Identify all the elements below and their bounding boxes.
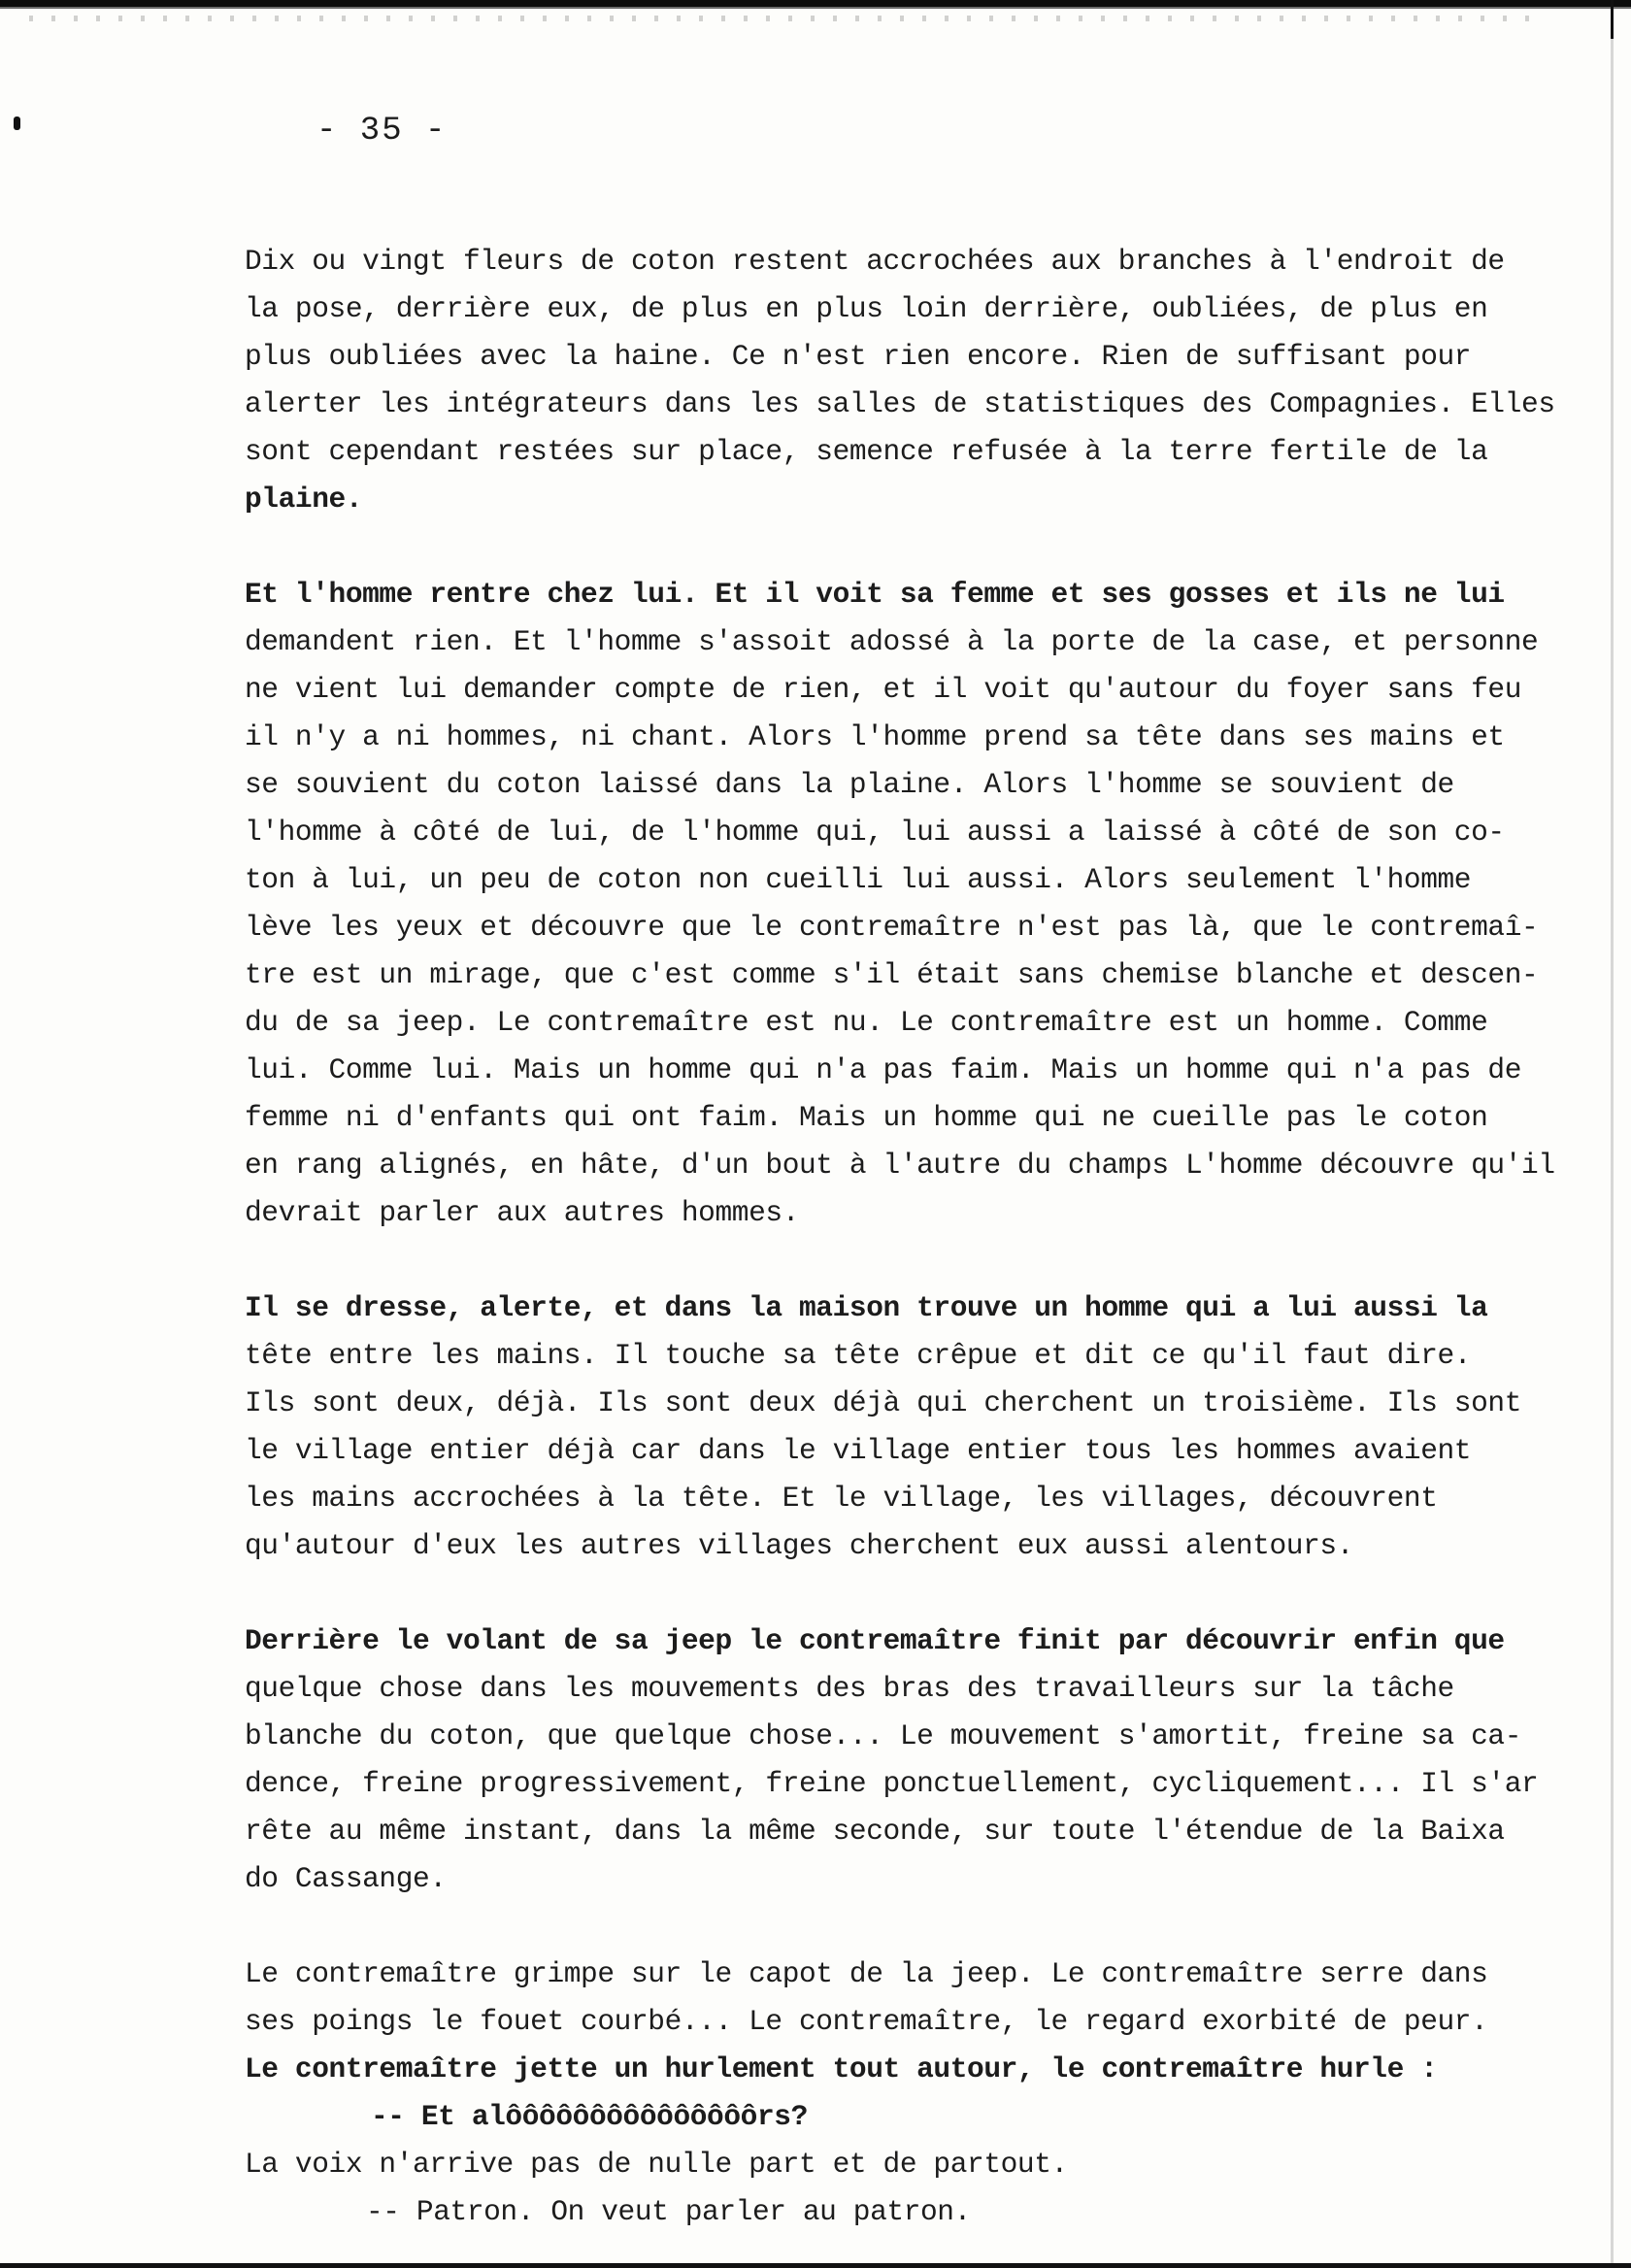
paragraph-4 <box>245 1618 1623 1903</box>
text-line: demandent rien. Et l'homme s'assoit adossé à la porte de la case, et personne <box>245 625 1539 658</box>
dialogue-narration: La voix n'arrive pas de nulle part et de partout. <box>245 2148 1068 2181</box>
text-line: qu'autour d'eux les autres villages cherchent eux aussi alentours. <box>245 1529 1353 1562</box>
text-line: Et l'homme rentre chez lui. Et il voit sa femme et ses gosses et ils ne lui <box>245 578 1505 611</box>
text-line: ses poings le fouet courbé... Le contremaître, le regard exorbité de peur. <box>245 2005 1488 2038</box>
scan-top-border <box>0 0 1631 14</box>
text-line: il n'y a ni hommes, ni chant. Alors l'homme prend sa tête dans ses mains et <box>245 720 1505 753</box>
text-line: Le contremaître grimpe sur le capot de la jeep. Le contremaître serre dans <box>245 1957 1488 1990</box>
text-line: le village entier déjà car dans le village entier tous les hommes avaient <box>245 1434 1472 1467</box>
text-line: dence, freine progressivement, freine ponctuellement, cycliquement... Il s'ar <box>245 1767 1539 1800</box>
scan-bottom-border <box>0 2263 1631 2268</box>
text-line: en rang alignés, en hâte, d'un bout à l'autre du champs L'homme découvre qu'il <box>245 1149 1555 1182</box>
text-line: plaine. <box>245 483 363 516</box>
text-line: femme ni d'enfants qui ont faim. Mais un homme qui ne cueille pas le coton <box>245 1101 1488 1134</box>
text-line: la pose, derrière eux, de plus en plus loin derrière, oubliées, de plus en <box>245 292 1488 325</box>
punch-hole-mark <box>14 117 20 130</box>
text-line: tre est un mirage, que c'est comme s'il était sans chemise blanche et descen- <box>245 958 1539 991</box>
body-text <box>245 238 1623 2236</box>
text-line: quelque chose dans les mouvements des bras des travailleurs sur la tâche <box>245 1672 1454 1705</box>
text-line: devrait parler aux autres hommes. <box>245 1196 799 1229</box>
paragraph-1 <box>245 238 1623 523</box>
paragraph-5 <box>245 1951 1623 2236</box>
dialogue-cry: -- Et alôôôôôôôôôôôôôôôrs? <box>371 2100 808 2133</box>
paragraph-3 <box>245 1284 1623 1570</box>
text-line: Le contremaître jette un hurlement tout autour, le contremaître hurle : <box>245 2052 1438 2085</box>
text-line: do Cassange. <box>245 1862 447 1895</box>
page-number: - 35 - <box>316 113 448 150</box>
text-line: lui. Comme lui. Mais un homme qui n'a pas faim. Mais un homme qui n'a pas de <box>245 1053 1522 1086</box>
text-line: Dix ou vingt fleurs de coton restent accrochées aux branches à l'endroit de <box>245 245 1505 278</box>
text-line: l'homme à côté de lui, de l'homme qui, lui aussi a laissé à côté de son co- <box>245 816 1505 849</box>
text-line: du de sa jeep. Le contremaître est nu. Le contremaître est un homme. Comme <box>245 1006 1488 1039</box>
text-line: Il se dresse, alerte, et dans la maison trouve un homme qui a lui aussi la <box>245 1291 1488 1324</box>
text-line: ne vient lui demander compte de rien, et il voit qu'autour du foyer sans feu <box>245 673 1522 706</box>
scan-top-specks <box>29 16 1544 21</box>
text-line: ton à lui, un peu de coton non cueilli lui aussi. Alors seulement l'homme <box>245 863 1472 896</box>
text-line: Ils sont deux, déjà. Ils sont deux déjà qui cherchent un troisième. Ils sont <box>245 1386 1522 1419</box>
paragraph-2 <box>245 571 1623 1237</box>
text-line: blanche du coton, que quelque chose... Le mouvement s'amortit, freine sa ca- <box>245 1719 1522 1752</box>
text-line: tête entre les mains. Il touche sa tête crêpue et dit ce qu'il faut dire. <box>245 1339 1472 1372</box>
dialogue-reply: -- Patron. On veut parler au patron. <box>366 2195 971 2228</box>
text-line: alerter les intégrateurs dans les salles de statistiques des Compagnies. Elles <box>245 387 1555 420</box>
text-line: les mains accrochées à la tête. Et le village, les villages, découvrent <box>245 1482 1438 1515</box>
text-line: Derrière le volant de sa jeep le contremaître finit par découvrir enfin que <box>245 1624 1505 1657</box>
text-line: rête au même instant, dans la même seconde, sur toute l'étendue de la Baixa <box>245 1815 1505 1848</box>
text-line: lève les yeux et découvre que le contremaître n'est pas là, que le contremaî- <box>245 911 1539 944</box>
text-line: sont cependant restées sur place, semence refusée à la terre fertile de la <box>245 435 1488 468</box>
text-line: se souvient du coton laissé dans la plaine. Alors l'homme se souvient de <box>245 768 1454 801</box>
text-line: plus oubliées avec la haine. Ce n'est rien encore. Rien de suffisant pour <box>245 340 1472 373</box>
